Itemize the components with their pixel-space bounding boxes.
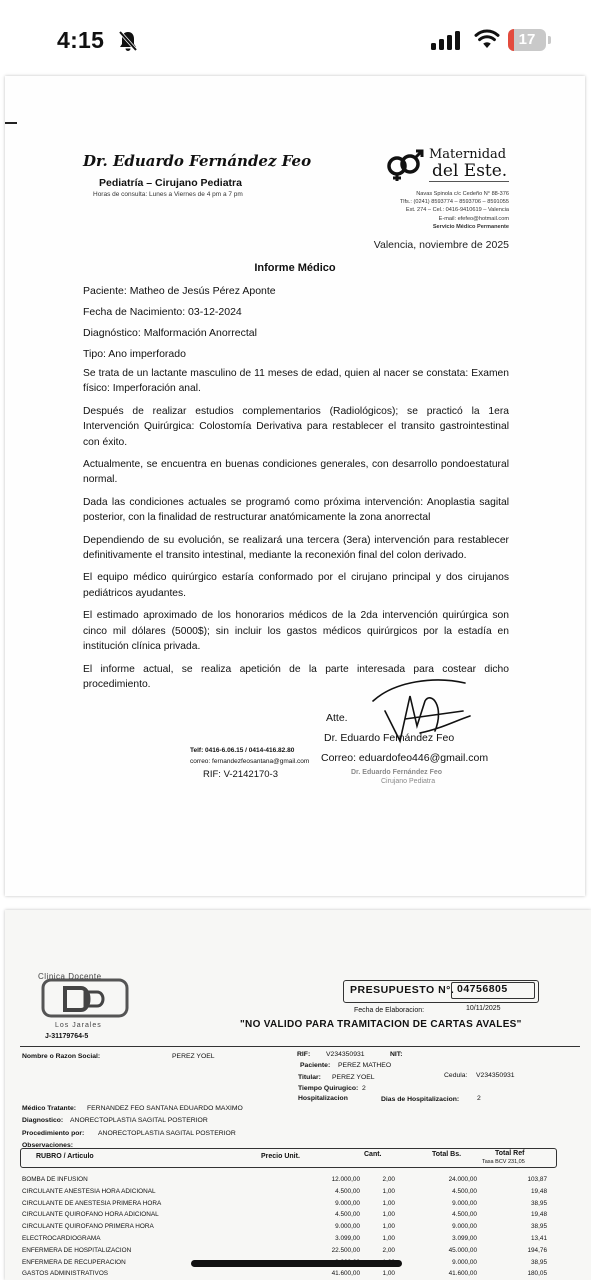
paciente-value: PEREZ MATHEO xyxy=(338,1062,392,1069)
rubro-cell: CIRCULANTE QUIROFANO PRIMERA HORA xyxy=(22,1223,154,1231)
faded-stamp-line: Cirujano Pediatra xyxy=(381,778,436,785)
report-paragraph: Después de realizar estudios complementarios (Radiológicos); se practicó la 1era Intervención Quirúrgica: Colostomía Derivativa para restablecer el transito gastrointestinal con éxito. xyxy=(83,405,509,448)
presupuesto-photo[interactable] xyxy=(5,910,591,1280)
total-bs-cell: 4.500,00 xyxy=(452,1211,477,1219)
battery-body xyxy=(508,29,546,51)
stamp-rif: RIF: V-2142170-3 xyxy=(203,769,278,780)
procedimiento-value: ANORECTOPLASTIA SAGITAL POSTERIOR xyxy=(98,1130,236,1137)
cantidad-cell: 1,00 xyxy=(382,1187,395,1195)
presupuesto-info-block xyxy=(20,1046,580,1147)
col-total-ref: Total Ref xyxy=(495,1150,525,1157)
clinic-logo-bottom-text: Los Jarales xyxy=(55,1022,102,1029)
consultation-hours: Horas de consulta: Lunes a Viernes de 4 pm a 7 pm xyxy=(93,191,243,198)
rubro-cell: CIRCULANTE QUIROFANO HORA ADICIONAL xyxy=(22,1211,159,1219)
report-paragraph: El estimado aproximado de los honorarios médicos de la 2da intervención quirúrgica son cinco mil dólares (5000$); sin incluir los gastos médicos quirúrgicos por la estadía en institución clínica privada. xyxy=(83,610,509,653)
total-bs-cell: 9.000,00 xyxy=(452,1258,477,1266)
bell-slash-icon xyxy=(118,30,138,52)
total-bs-cell: 41.600,00 xyxy=(448,1270,477,1278)
procedimiento-label: Procedimiento por: xyxy=(22,1130,85,1137)
document-title: Informe Médico xyxy=(254,262,336,274)
clinic-service: Servicio Médico Permanente xyxy=(432,223,509,230)
maternidad-logo-icon xyxy=(385,148,425,182)
total-bs-cell: 3.099,00 xyxy=(452,1234,477,1242)
battery-icon xyxy=(508,29,552,51)
status-time: 4:15 xyxy=(57,27,105,53)
doctor-name-letterhead: Dr. Eduardo Fernández Feo xyxy=(83,152,312,170)
total-ref-cell: 13,41 xyxy=(531,1234,547,1242)
dias-label: Dias de Hospitalizacion: xyxy=(381,1096,460,1103)
battery-nub xyxy=(548,36,551,44)
precio-cell: 4.500,00 xyxy=(335,1187,360,1195)
total-ref-cell: 38,95 xyxy=(531,1258,547,1266)
precio-cell: 9.000,00 xyxy=(335,1223,360,1231)
fecha-label: Fecha de Elaboracion: xyxy=(354,1007,425,1014)
presupuesto-number: 04756805 xyxy=(457,983,508,995)
cedula-value: V234350931 xyxy=(476,1072,515,1079)
precio-cell: 41.600,00 xyxy=(331,1270,360,1278)
report-paragraph: Actualmente, se encuentra en buenas condiciones generales, con desarrollo pondoestatural normal. xyxy=(83,459,509,486)
report-paragraph: El informe actual, se realiza apetición de la parte interesada para costear dicho procedimiento. xyxy=(83,663,509,690)
medico-label: Médico Tratante: xyxy=(22,1105,77,1112)
paper-edge-mark xyxy=(5,122,17,124)
nombre-value: PEREZ YOEL xyxy=(172,1053,215,1060)
fecha-value: 10/11/2025 xyxy=(466,1005,501,1012)
table-row xyxy=(20,1247,555,1259)
col-precio: Precio Unit. xyxy=(261,1153,300,1160)
cantidad-cell: 1,00 xyxy=(382,1211,395,1219)
cantidad-cell: 1,00 xyxy=(382,1199,395,1207)
signature-name: Dr. Eduardo Fernández Feo xyxy=(324,732,455,744)
signature-email: Correo: eduardofeo446@gmail.com xyxy=(321,752,489,764)
total-bs-cell: 9.000,00 xyxy=(452,1223,477,1231)
table-row xyxy=(20,1200,555,1212)
hospitalizacion-label: Hospitalizacion xyxy=(298,1095,348,1102)
status-bar xyxy=(0,0,591,80)
budget-table-header xyxy=(20,1148,557,1168)
diagnostico-value: ANORECTOPLASTIA SAGITAL POSTERIOR xyxy=(70,1117,208,1124)
cantidad-cell: 2,00 xyxy=(382,1176,395,1183)
total-ref-cell: 38,95 xyxy=(531,1199,547,1207)
total-ref-cell: 19,48 xyxy=(531,1211,547,1219)
clinic-email: E-mail: efefeo@hotmail.com xyxy=(438,215,509,222)
total-bs-cell: 24.000,00 xyxy=(448,1176,477,1183)
birth-date: Fecha de Nacimiento: 03-12-2024 xyxy=(83,306,242,318)
cantidad-cell: 1,00 xyxy=(382,1223,395,1231)
nombre-label: Nombre o Razon Social: xyxy=(22,1053,101,1060)
faded-stamp-line: Dr. Eduardo Fernández Feo xyxy=(351,769,443,776)
diagnostico-label: Diagnostico: xyxy=(22,1117,64,1124)
home-indicator[interactable] xyxy=(191,1260,402,1267)
total-ref-cell: 194,76 xyxy=(527,1246,547,1254)
table-row xyxy=(20,1223,555,1235)
total-ref-cell: 38,95 xyxy=(531,1223,547,1231)
clinic-contact-block xyxy=(351,190,509,231)
paciente-label: Paciente: xyxy=(300,1062,331,1069)
total-ref-cell: 180,05 xyxy=(527,1270,547,1278)
rif-label: RIF: xyxy=(297,1051,311,1058)
condition-type: Tipo: Ano imperforado xyxy=(83,348,186,360)
report-paragraph: Se trata de un lactante masculino de 11 meses de edad, quien al nacer se constata: Examen físico: Imperforación anal. xyxy=(83,368,509,395)
clinic-name-line2: del Este. xyxy=(432,161,508,181)
tiempo-label: Tiempo Quirugico: xyxy=(298,1085,359,1092)
precio-cell: 22.500,00 xyxy=(331,1246,360,1254)
total-ref-cell: 103,87 xyxy=(527,1176,547,1183)
titular-value: PEREZ YOEL xyxy=(332,1074,375,1081)
signature-salutation: Atte. xyxy=(326,712,348,724)
cellular-signal-icon xyxy=(430,30,464,50)
informe-medico-photo[interactable] xyxy=(5,76,585,896)
report-paragraph: El equipo médico quirúrgico estaría conformado por el cirujano principal y dos cirujanos pediátricos ayudantes. xyxy=(83,572,509,599)
rif-value: V234350931 xyxy=(326,1051,365,1058)
table-row xyxy=(20,1235,555,1247)
presupuesto-label: PRESUPUESTO N°. xyxy=(350,984,455,996)
clinic-logo-top-text: Clinica Docente xyxy=(38,972,102,981)
precio-cell: 12.000,00 xyxy=(331,1176,360,1183)
stamp-phone: Telf: 0416-6.06.15 / 0414-416.82.80 xyxy=(190,747,295,754)
rate-note: Tasa BCV 231,05 xyxy=(482,1159,525,1165)
cedula-label: Cedula: xyxy=(444,1072,468,1079)
table-row xyxy=(20,1211,555,1223)
report-paragraph: Dependiendo de su evolución, se realizará una tercera (3era) intervención para restablecer definitivamente el transito intestinal, mediante la reconexión final del colon derivado. xyxy=(83,534,509,562)
precio-cell: 3.099,00 xyxy=(335,1234,360,1242)
cantidad-cell: 1,00 xyxy=(382,1234,395,1242)
cantidad-cell: 2,00 xyxy=(382,1246,395,1254)
clinic-ext: Ext. 274 – Cel.: 0416-9410619 – Valencia xyxy=(405,207,509,214)
tiempo-value: 2 xyxy=(362,1085,366,1092)
battery-percentage: 17 xyxy=(518,31,536,48)
rubro-cell: GASTOS ADMINISTRATIVOS xyxy=(22,1270,109,1278)
rubro-cell: BOMBA DE INFUSION xyxy=(22,1176,88,1183)
table-row xyxy=(20,1270,555,1280)
place-and-date: Valencia, noviembre de 2025 xyxy=(373,239,509,251)
titular-label: Titular: xyxy=(298,1074,321,1081)
report-body xyxy=(83,366,509,699)
doctor-specialty: Pediatría – Cirujano Pediatra xyxy=(99,177,242,189)
diagnosis: Diagnóstico: Malformación Anorrectal xyxy=(83,327,257,339)
stamp-email: correo: fernandezfeosantana@gmail.com xyxy=(190,758,310,765)
rubro-cell: CIRCULANTE DE ANESTESIA PRIMERA HORA xyxy=(22,1199,162,1207)
clinic-rif: J-31179764-5 xyxy=(45,1033,89,1040)
report-paragraph: Dada las condiciones actuales se programó como próxima intervención: Anoplastia sagital posterior, con la finalidad de restructurar anatómicamente la zona anorrectal xyxy=(83,496,509,524)
cantidad-cell: 1,00 xyxy=(382,1270,395,1278)
precio-cell: 4.500,00 xyxy=(335,1211,360,1219)
dias-value: 2 xyxy=(477,1095,481,1102)
nit-label: NIT: xyxy=(390,1051,403,1058)
clinic-name-line1: Maternidad xyxy=(429,147,507,162)
col-rubro: RUBRO / Articulo xyxy=(36,1153,94,1160)
total-bs-cell: 4.500,00 xyxy=(452,1187,477,1195)
clinic-address: Navas Spinola c/c Cedeño N° 88-376 xyxy=(416,191,509,197)
patient-name: Paciente: Matheo de Jesús Pérez Aponte xyxy=(83,285,276,297)
total-ref-cell: 19,48 xyxy=(531,1187,547,1195)
observaciones-label: Observaciones: xyxy=(22,1142,73,1149)
col-total-bs: Total Bs. xyxy=(432,1151,462,1158)
no-valido-notice: "NO VALIDO PARA TRAMITACION DE CARTAS AVALES" xyxy=(240,1019,522,1030)
clinic-phones: Tlfs.: (0241) 8593774 – 8593706 – 8591055 xyxy=(399,199,509,206)
clinic-name-rule xyxy=(429,181,509,182)
col-cantidad: Cant. xyxy=(364,1151,382,1158)
table-row xyxy=(20,1188,555,1200)
rubro-cell: ENFERMERA DE HOSPITALIZACION xyxy=(22,1246,132,1254)
precio-cell: 9.000,00 xyxy=(335,1199,360,1207)
wifi-icon xyxy=(474,29,500,49)
medico-value: FERNANDEZ FEO SANTANA EDUARDO MAXIMO xyxy=(87,1105,243,1112)
total-bs-cell: 9.000,00 xyxy=(452,1199,477,1207)
total-bs-cell: 45.000,00 xyxy=(448,1246,477,1254)
table-row xyxy=(20,1176,555,1188)
faded-stamp xyxy=(351,768,442,786)
rubro-cell: ENFERMERA DE RECUPERACION xyxy=(22,1258,126,1266)
rubro-cell: CIRCULANTE ANESTESIA HORA ADICIONAL xyxy=(22,1187,156,1195)
rubro-cell: ELECTROCARDIOGRAMA xyxy=(22,1234,101,1242)
